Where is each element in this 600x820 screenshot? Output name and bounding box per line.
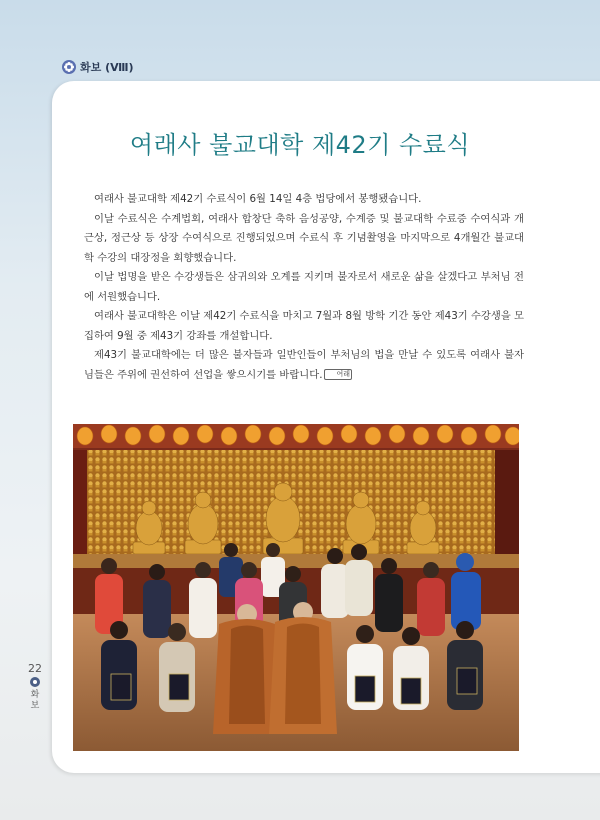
sidebar-label-char: 화 [30,690,40,700]
group-photo [73,424,519,751]
group-photo-illustration [73,424,519,751]
section-title: 화보 (Ⅷ) [80,61,134,74]
article-paragraph: 여래사 불교대학은 이날 제42기 수료식을 마치고 7월과 8월 방학 기간 동안 제43기 수강생을 모집하여 9월 중 제43기 강좌를 개설합니다. [84,310,524,342]
article-title: 여래사 불교대학 제42기 수료식 [129,131,471,159]
section-header [62,59,134,75]
article-paragraph: 이날 법명을 받은 수강생들은 삼귀의와 오계를 지키며 불자로서 새로운 삶을 살겠다고 부처님 전에 서원했습니다. [84,271,524,303]
lotus-dot-icon [30,677,40,687]
article-paragraph-text: 제43기 불교대학에는 더 많은 불자들과 일반인들이 부처님의 법을 만날 수 있도록 여래사 불자님들은 주위에 권선하여 선업을 쌓으시기를 바랍니다. [84,349,524,381]
sidebar-label-char: 보 [30,701,40,711]
article-paragraph: 여래사 불교대학 제42기 수료식이 6월 14일 4층 법당에서 봉행됐습니다. [94,193,422,205]
article-paragraph: 이날 수료식은 수계법회, 여래사 합창단 축하 음성공양, 수계증 및 불교대학 수료증 수여식과 개근상, 정근상 등 상장 수여식으로 진행되었으며 수료식 후 기념촬영을 마지막으로 4개월간 불교대학 수강의 대장정을 회향했습니다. [84,212,524,264]
lotus-flower-icon [62,60,76,74]
article-body [84,190,524,385]
end-mark-stamp: 여래 [324,369,352,380]
page-number: 22 [28,662,42,675]
page-sidebar [20,662,50,712]
article-paragraph-last [84,346,524,385]
